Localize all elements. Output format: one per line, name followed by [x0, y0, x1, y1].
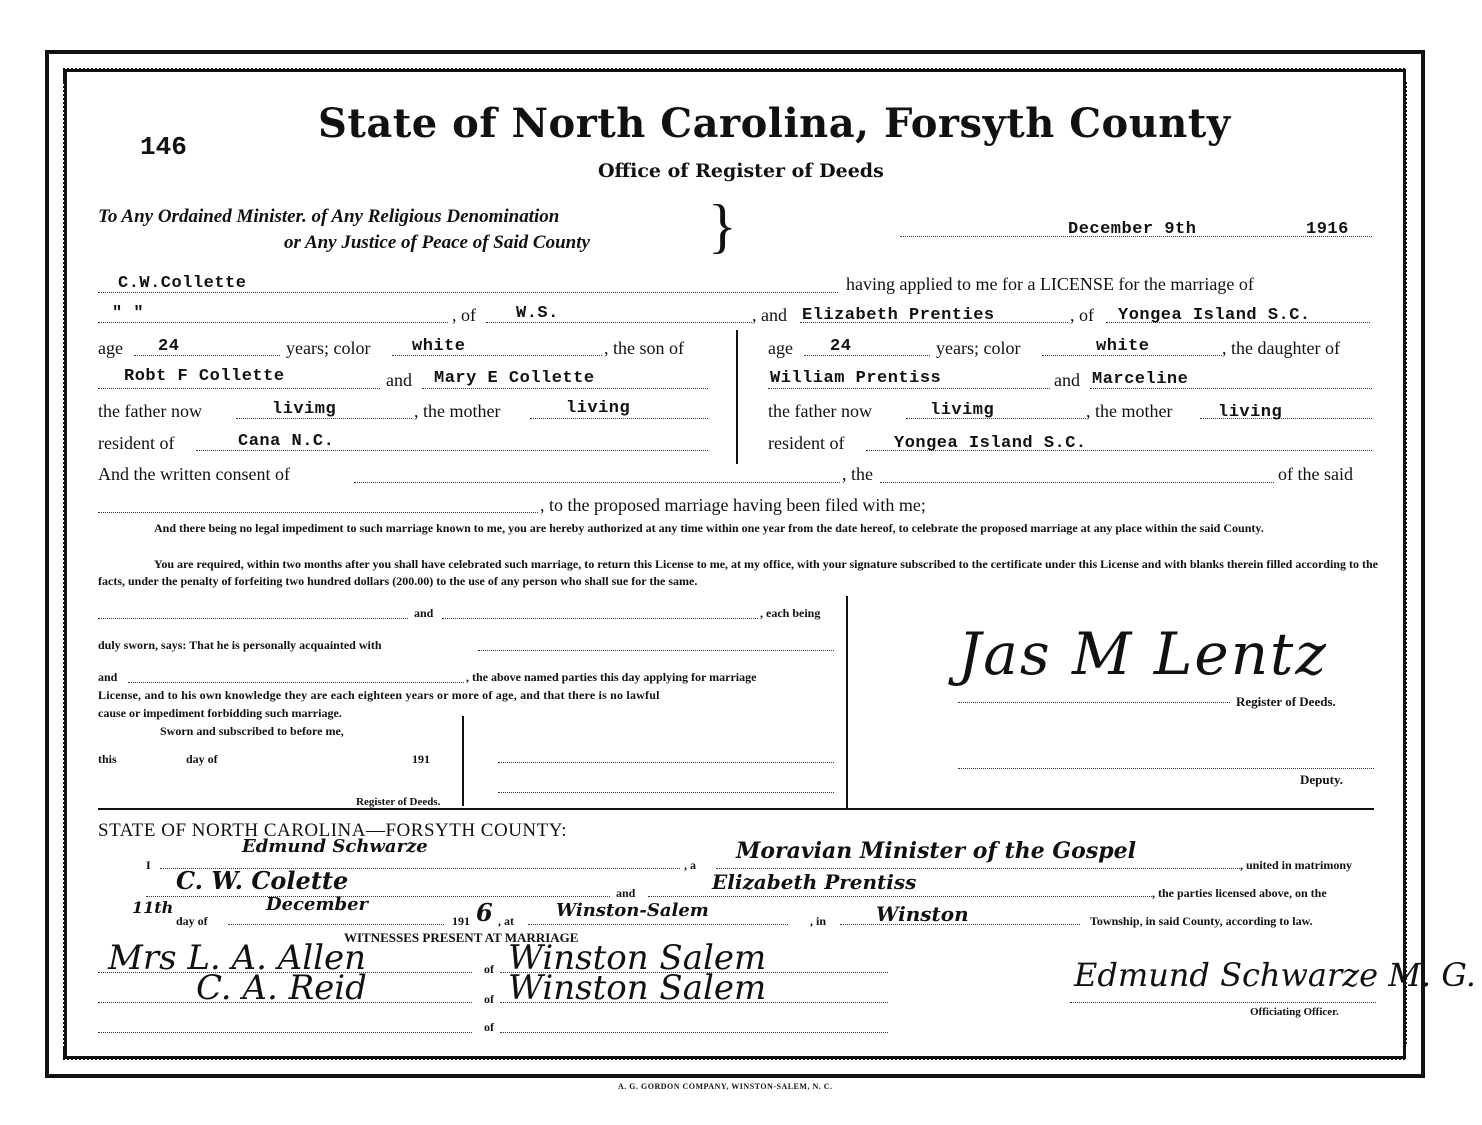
groom-mother-status: living — [566, 399, 631, 418]
affidavit-line-2 — [478, 650, 834, 651]
groom-name: " " — [112, 304, 145, 323]
authorization-paragraph: And there being no legal impediment to such marriage known to me, you are hereby authorized at any time within one year from the date hereof, to celebrate the proposed marriage at any place within the said County. — [154, 521, 1264, 535]
center-divider — [736, 330, 738, 464]
groom-resident: Cana N.C. — [238, 432, 335, 451]
cert-groom: C. W. Colette — [176, 866, 349, 895]
cert-day: 11th — [132, 898, 174, 917]
witness-3-name-line — [98, 1032, 472, 1033]
bride-color: white — [1096, 337, 1150, 356]
witness-2-name: C. A. Reid — [196, 968, 367, 1008]
bride-age: 24 — [830, 337, 852, 356]
groom-father: Robt F Collette — [124, 367, 285, 386]
bride-age-label: age — [768, 338, 793, 358]
groom-parent-label: , the son of — [604, 338, 684, 358]
united-label: , united in matrimony — [1240, 858, 1353, 872]
consent-of-said-label: of the said — [1278, 464, 1353, 484]
printer-credit: A. G. GORDON COMPANY, WINSTON-SALEM, N. C. — [618, 1082, 833, 1091]
bride-father-now-label: the father now — [768, 401, 872, 421]
bride-and-label: , and — [752, 305, 787, 325]
cert-month: December — [266, 894, 369, 915]
groom-father-line — [98, 388, 380, 389]
deputy-label: Deputy. — [1300, 772, 1343, 787]
section-separator — [98, 808, 1374, 810]
groom-mother-label: , the mother — [414, 401, 501, 421]
consent-line-2 — [880, 482, 1274, 483]
consent-line-3 — [98, 512, 538, 513]
groom-color: white — [412, 337, 466, 356]
cert-parties-label: , the parties licensed above, on the — [1152, 886, 1327, 900]
register-label: Register of Deeds. — [1236, 694, 1336, 709]
bride-father-line — [768, 388, 1050, 389]
affidavit-each-being: , each being — [760, 606, 821, 620]
cert-place-line — [528, 924, 788, 925]
cert-place: Winston-Salem — [556, 900, 709, 921]
document-number: 146 — [140, 132, 187, 162]
affidavit-this: this — [98, 752, 117, 766]
bride-mother-status: living — [1218, 403, 1283, 422]
bride-mother-label: , the mother — [1086, 401, 1173, 421]
affidavit-knowledge: License, and to his own knowledge they are each eighteen years or more of age, and that there is no lawful — [98, 688, 660, 702]
consent-label: And the written consent of — [98, 464, 290, 484]
consent-filed-text: , to the proposed marriage having been filed with me; — [540, 495, 926, 515]
consent-line-1 — [354, 482, 840, 483]
affidavit-and-1: and — [414, 606, 434, 620]
witness-2-of: of — [484, 992, 494, 1006]
document-subtitle: Office of Register of Deeds — [598, 160, 884, 182]
register-signature: Jas M Lentz — [958, 620, 1328, 688]
bride-father-status: livimg — [930, 401, 995, 420]
bride-father: William Prentiss — [770, 369, 942, 388]
bride-age-line — [804, 355, 930, 356]
witness-1-place: Winston Salem — [508, 938, 767, 978]
cert-township-label: Township, in said County, according to law. — [1090, 914, 1313, 928]
affidavit-day-of: day of — [186, 752, 218, 766]
affidavit-above-named: , the above named parties this day applying for marriage — [466, 670, 757, 684]
groom-resident-label: resident of — [98, 433, 175, 453]
affidavit-sworn: Sworn and subscribed to before me, — [160, 724, 344, 738]
affidavit-year-prefix: 191 — [412, 752, 430, 766]
cert-township: Winston — [876, 902, 969, 926]
groom-father-status: livimg — [272, 400, 337, 419]
certificate-heading: STATE OF NORTH CAROLINA—FORSYTH COUNTY: — [98, 820, 568, 841]
affidavit-sig-line-2 — [498, 792, 834, 793]
affidavit-register: Register of Deeds. — [356, 796, 441, 808]
officiant-title-line — [716, 868, 1240, 869]
cert-day-of: day of — [176, 914, 208, 928]
groom-age-label: age — [98, 338, 123, 358]
certificate-i: I — [146, 858, 151, 872]
witnesses-heading: WITNESSES PRESENT AT MARRIAGE — [344, 930, 579, 945]
officiating-sig-line — [1070, 1002, 1376, 1003]
affidavit-sig-line-1 — [498, 762, 834, 763]
bride-resident-label: resident of — [768, 433, 845, 453]
groom-residence-short: W.S. — [516, 304, 559, 323]
address-line-2: or Any Justice of Peace of Said County — [284, 232, 590, 253]
affidavit-line-1a — [98, 618, 408, 619]
address-brace: } — [708, 193, 737, 259]
groom-name-line — [98, 322, 448, 323]
bride-name: Elizabeth Prenties — [802, 306, 995, 325]
affidavit-divider-left — [462, 716, 464, 806]
consent-the-label: , the — [842, 464, 873, 484]
cert-bride: Elizabeth Prentiss — [712, 870, 917, 894]
address-line-1: To Any Ordained Minister. of Any Religious Denomination — [98, 206, 560, 227]
document-title: State of North Carolina, Forsyth County — [318, 100, 1231, 147]
officiant-title: Moravian Minister of the Gospel — [736, 838, 1136, 864]
certificate-a: , a — [684, 858, 696, 872]
affidavit-line-1b — [442, 618, 758, 619]
license-lead-text: having applied to me for a LICENSE for the marriage of — [846, 274, 1254, 294]
deputy-line — [958, 768, 1374, 769]
bride-mother: Marceline — [1092, 370, 1189, 389]
cert-at: , at — [498, 914, 514, 928]
groom-mother-status-line — [530, 418, 708, 419]
register-sig-line — [958, 702, 1230, 703]
affidavit-duly-sworn: duly sworn, says: That he is personally acquainted with — [98, 638, 382, 652]
affidavit-impediment: cause or impediment forbidding such marriage. — [98, 706, 342, 720]
applicant-name: C.W.Collette — [118, 274, 247, 293]
bride-resident: Yongea Island S.C. — [894, 434, 1087, 453]
bride-of-label: , of — [1070, 305, 1094, 325]
witness-3-place-line — [500, 1032, 888, 1033]
cert-month-line — [228, 924, 444, 925]
affidavit-and-2: and — [98, 670, 118, 684]
cert-year-digit: 6 — [476, 898, 493, 927]
cert-bride-line — [648, 896, 1152, 897]
officiating-signature: Edmund Schwarze M. G. — [1074, 956, 1476, 994]
affidavit-divider-right — [846, 596, 848, 808]
witness-2-place: Winston Salem — [508, 968, 767, 1008]
date-month-day: December 9th — [1068, 220, 1197, 239]
witness-1-name: Mrs L. A. Allen — [108, 938, 367, 978]
groom-father-now-label: the father now — [98, 401, 202, 421]
witness-1-of: of — [484, 962, 494, 976]
witness-3-of: of — [484, 1020, 494, 1034]
groom-of-label: , of — [452, 305, 476, 325]
cert-groom-line — [146, 896, 610, 897]
bride-residence: Yongea Island S.C. — [1118, 306, 1311, 325]
groom-color-label: years; color — [286, 338, 371, 358]
affidavit-line-3 — [128, 682, 464, 683]
groom-mother-line — [422, 388, 708, 389]
groom-and-label: and — [386, 370, 412, 390]
cert-in: , in — [810, 914, 827, 928]
officiant-name: Edmund Schwarze — [242, 836, 428, 857]
cert-year-prefix: 191 — [452, 914, 470, 928]
date-year: 1916 — [1306, 220, 1349, 239]
groom-age: 24 — [158, 337, 180, 356]
officiating-label: Officiating Officer. — [1250, 1006, 1339, 1018]
bride-and-label: and — [1054, 370, 1080, 390]
cert-and: and — [616, 886, 636, 900]
bride-color-label: years; color — [936, 338, 1021, 358]
groom-age-line — [134, 355, 280, 356]
requirement-paragraph: You are required, within two months after you shall have celebrated such marriage, to return this License to me, at my office, with your signature subscribed to the certificate under this License and with blanks therein filled according to the facts, under the penalty of forfeiting two hundred dollars (200.00) to the use of any person who shall sue for the same. — [98, 557, 1378, 588]
bride-parent-label: , the daughter of — [1222, 338, 1340, 358]
groom-mother: Mary E Collette — [434, 369, 595, 388]
